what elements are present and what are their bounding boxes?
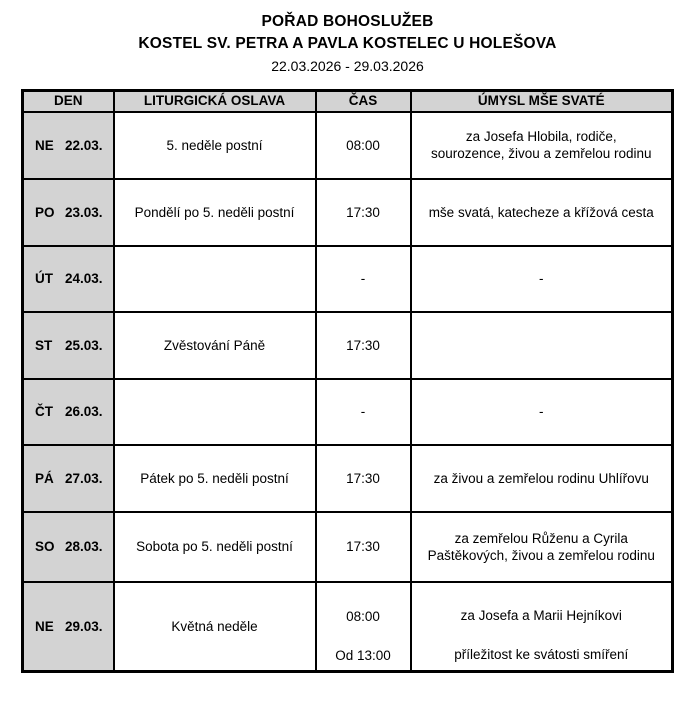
intention-cell: za Josefa Hlobila, rodiče, sourozence, živou a zemřelou rodinu	[411, 112, 673, 179]
day-cell	[23, 512, 114, 582]
time-cell	[316, 582, 411, 672]
time-cell: -	[316, 379, 411, 445]
celebration-cell: Pátek po 5. neděli postní	[114, 445, 316, 512]
day-cell	[23, 582, 114, 672]
time-cell: 17:30	[316, 512, 411, 582]
schedule-row	[23, 512, 673, 582]
day-cell	[23, 246, 114, 312]
church-name: KOSTEL SV. PETRA A PAVLA KOSTELEC U HOLEŠOVA	[138, 35, 557, 52]
day-cell	[23, 112, 114, 179]
day-abbr: NE	[35, 618, 54, 634]
intention-cell: za živou a zemřelou rodinu Uhlířovu	[411, 445, 673, 512]
time-cell: 17:30	[316, 179, 411, 246]
schedule-row	[23, 582, 673, 672]
schedule-row	[23, 379, 673, 445]
intention-cell: -	[411, 246, 673, 312]
header-day: DEN	[23, 91, 114, 112]
day-date: 23.03.	[64, 204, 103, 220]
day-abbr: SO	[35, 539, 55, 554]
schedule-table	[21, 89, 674, 673]
intention-cell	[411, 582, 673, 672]
header-row	[23, 91, 673, 112]
day-abbr: NE	[35, 137, 54, 153]
day-date: 27.03.	[64, 470, 103, 486]
header-intention: ÚMYSL MŠE SVATÉ	[411, 91, 673, 112]
schedule-row	[23, 179, 673, 246]
day-date: 24.03.	[64, 271, 103, 286]
celebration-cell	[114, 246, 316, 312]
day-date: 28.03.	[64, 539, 103, 554]
page-title: POŘAD BOHOSLUŽEB	[261, 13, 434, 30]
celebration-cell: Květná neděle	[114, 582, 316, 672]
header-time: ČAS	[316, 91, 411, 112]
intention-afternoon: příležitost ke svátosti smíření	[454, 646, 629, 662]
schedule-row	[23, 112, 673, 179]
intention-morning: za Josefa a Marii Hejníkovi	[460, 607, 622, 623]
day-cell	[23, 379, 114, 445]
celebration-cell: Zvěstování Páně	[114, 312, 316, 379]
time-cell: 17:30	[316, 312, 411, 379]
day-cell	[23, 312, 114, 379]
time-morning: 08:00	[346, 608, 380, 624]
day-cell	[23, 445, 114, 512]
intention-cell: -	[411, 379, 673, 445]
celebration-cell	[114, 379, 316, 445]
day-date: 26.03.	[64, 404, 103, 419]
day-abbr: PO	[35, 204, 55, 220]
day-abbr: ÚT	[35, 271, 53, 286]
header-celebration: LITURGICKÁ OSLAVA	[114, 91, 316, 112]
schedule-row	[23, 445, 673, 512]
time-cell: 17:30	[316, 445, 411, 512]
day-date: 22.03.	[64, 137, 103, 153]
day-abbr: ST	[35, 337, 53, 353]
intention-cell	[411, 312, 673, 379]
schedule-row	[23, 246, 673, 312]
intention-cell: za zemřelou Růženu a Cyrila Paštěkových, živou a zemřelou rodinu	[411, 512, 673, 582]
celebration-cell: Pondělí po 5. neděli postní	[114, 179, 316, 246]
day-abbr: PÁ	[35, 470, 54, 486]
celebration-cell: 5. neděle postní	[114, 112, 316, 179]
time-cell: 08:00	[316, 112, 411, 179]
day-abbr: ČT	[35, 404, 53, 419]
day-date: 29.03.	[64, 618, 103, 634]
title-block	[0, 11, 695, 77]
date-range: 22.03.2026 - 29.03.2026	[271, 58, 424, 74]
day-date: 25.03.	[64, 337, 103, 353]
intention-cell: mše svatá, katecheze a křížová cesta	[411, 179, 673, 246]
schedule-row	[23, 312, 673, 379]
time-afternoon: Od 13:00	[335, 647, 391, 663]
time-cell: -	[316, 246, 411, 312]
celebration-cell: Sobota po 5. neděli postní	[114, 512, 316, 582]
day-cell	[23, 179, 114, 246]
